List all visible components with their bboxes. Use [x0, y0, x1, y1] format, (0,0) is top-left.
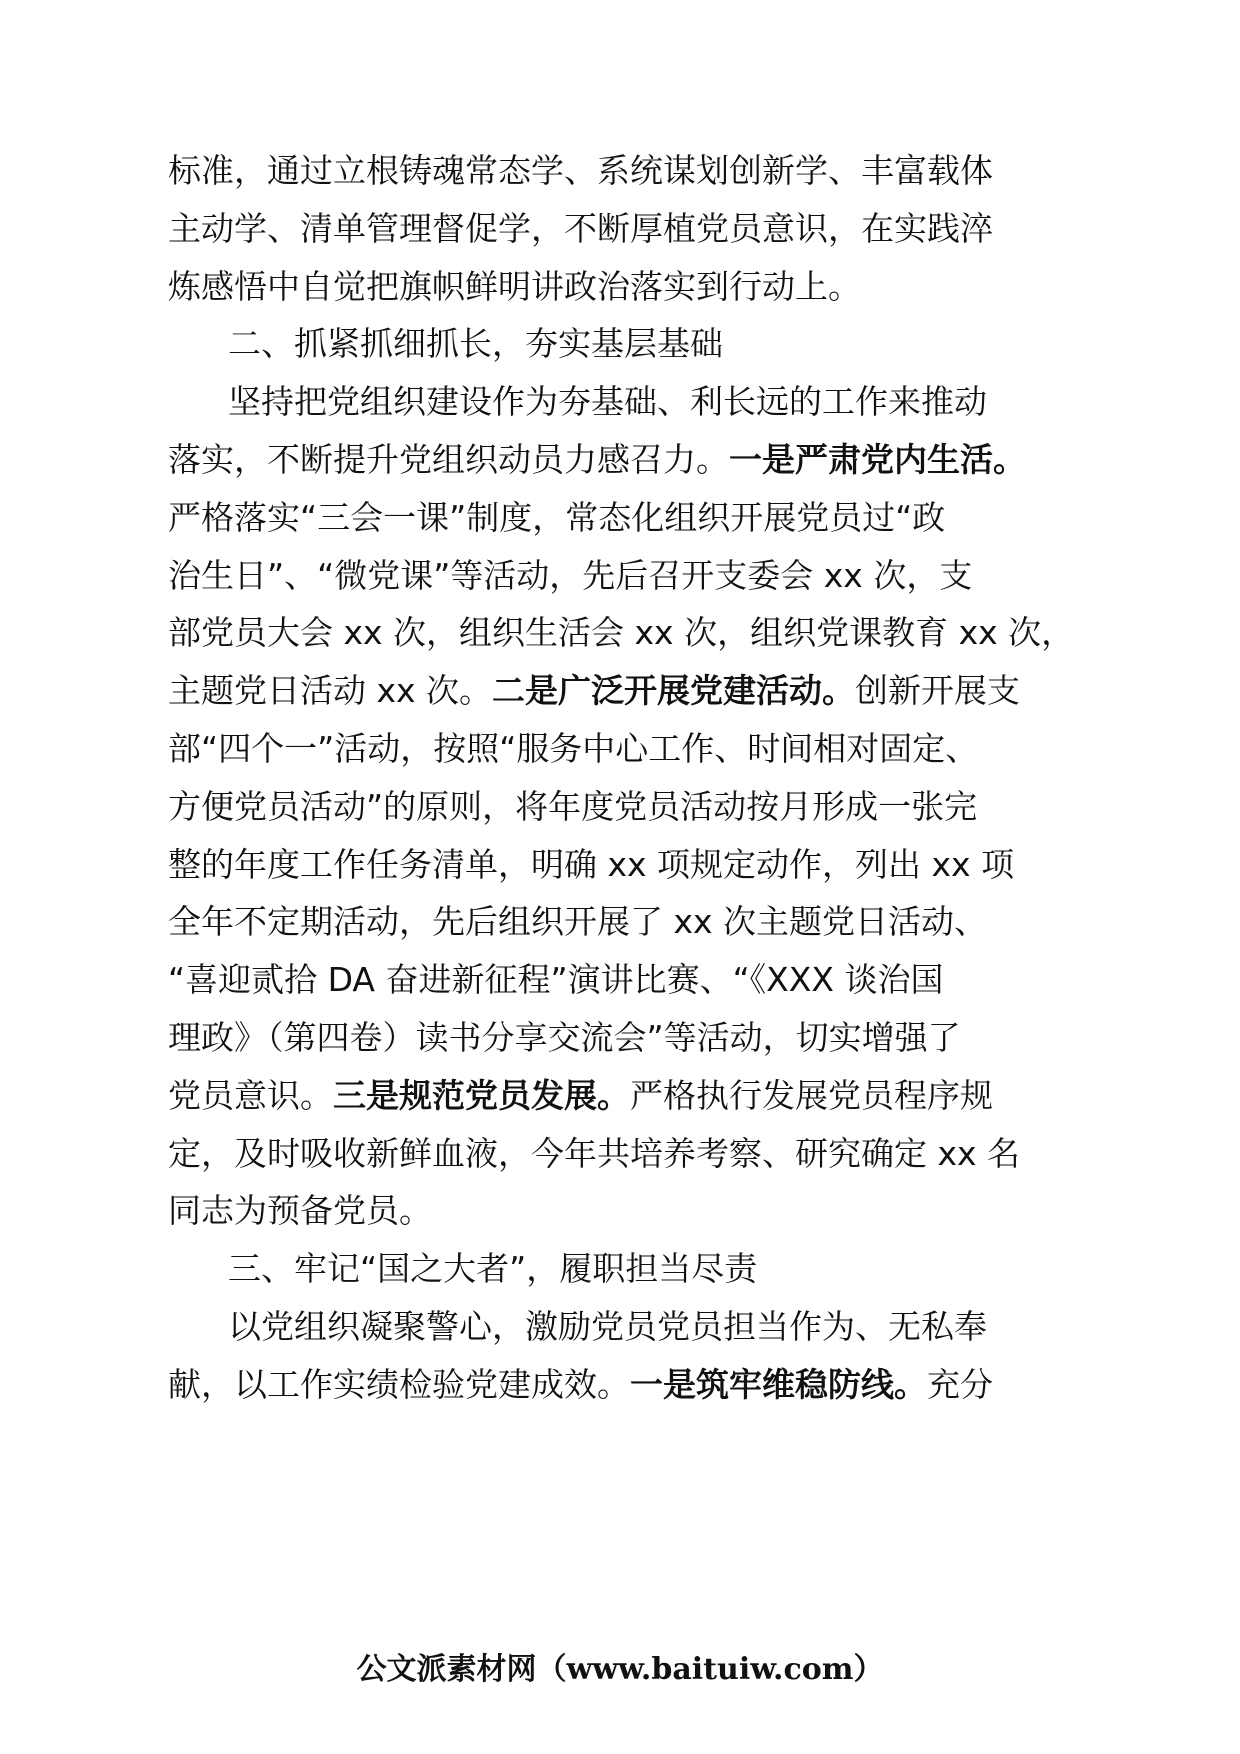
text-line: [168, 835, 1014, 895]
text-segment: 三、牢记“国之大者”，履职担当尽责: [228, 1249, 758, 1288]
bold-lead-phrase: 一是筑牢维稳防线。: [630, 1365, 927, 1404]
text-segment: 二、抓紧抓细抓长，夯实基层基础: [228, 324, 723, 363]
text-line: [168, 488, 945, 548]
text-segment: 部党员大会 xx 次，组织生活会 xx 次，组织党课教育 xx 次，: [168, 613, 1075, 652]
text-line: [168, 777, 977, 837]
text-line: [168, 199, 993, 259]
text-segment: 整的年度工作任务清单，明确 xx 项规定动作，列出 xx 项: [168, 845, 1015, 884]
text-line: [168, 1124, 1020, 1184]
text-line: [168, 661, 1020, 721]
text-segment: 以党组织凝聚警心，激励党员党员担当作为、无私奉: [228, 1307, 987, 1346]
paragraph-first-line: [228, 1239, 757, 1299]
text-segment: 全年不定期活动，先后组织开展了 xx 次主题党日活动、: [168, 902, 988, 941]
text-line: [168, 546, 972, 606]
text-segment: 献，以工作实绩检验党建成效。: [168, 1365, 630, 1404]
text-segment: “喜迎贰拾 DA 奋进新征程”演讲比赛、“《XXX 谈治国: [168, 960, 944, 999]
paragraph-first-line: [228, 372, 987, 432]
text-line: [168, 892, 987, 952]
bold-lead-phrase: 一是严肃党内生活。: [729, 440, 1026, 479]
text-line: [168, 719, 978, 779]
text-segment: 定，及时吸收新鲜血液，今年共培养考察、研究确定 xx 名: [168, 1134, 1021, 1173]
text-line: [168, 603, 1074, 663]
text-segment: 标准，通过立根铸魂常态学、系统谋划创新学、丰富载体: [168, 151, 993, 190]
text-segment: 主题党日活动 xx 次。: [168, 671, 493, 710]
text-segment: 充分: [927, 1365, 993, 1404]
text-segment: 严格落实“三会一课”制度，常态化组织开展党员过“政: [168, 498, 946, 537]
text-segment: 炼感悟中自觉把旗帜鲜明讲政治落实到行动上。: [168, 267, 861, 306]
text-segment: 落实，不断提升党组织动员力感召力。: [168, 440, 729, 479]
text-line: [168, 1008, 961, 1068]
text-segment: 方便党员活动”的原则，将年度党员活动按月形成一张完: [168, 787, 978, 826]
text-segment: 坚持把党组织建设作为夯基础、利长远的工作来推动: [228, 382, 987, 421]
text-line: [168, 141, 993, 201]
text-segment: 主动学、清单管理督促学，不断厚植党员意识，在实践淬: [168, 209, 993, 248]
text-line: [168, 1355, 993, 1415]
paragraph-first-line: [228, 1297, 987, 1357]
footer-source-text: 公文派素材网（www.baituiw.com）: [356, 1652, 884, 1687]
text-line: [168, 430, 1026, 490]
text-segment: 严格执行发展党员程序规: [630, 1076, 993, 1115]
text-segment: 党员意识。: [168, 1076, 333, 1115]
text-segment: 治生日”、“微党课”等活动，先后召开支委会 xx 次，支: [168, 556, 973, 595]
text-line: [168, 257, 861, 317]
text-segment: 创新开展支: [855, 671, 1021, 710]
text-segment: 部“四个一”活动，按照“服务中心工作、时间相对固定、: [168, 729, 979, 768]
text-segment: 同志为预备党员。: [168, 1191, 432, 1230]
text-segment: 理政》（第四卷）读书分享交流会”等活动，切实增强了: [168, 1018, 961, 1057]
text-line: [168, 1181, 432, 1241]
bold-lead-phrase: 三是规范党员发展。: [333, 1076, 630, 1115]
bold-lead-phrase: 二是广泛开展党建活动。: [492, 671, 856, 710]
paragraph-first-line: [228, 314, 723, 374]
text-line: [168, 950, 943, 1010]
text-line: [168, 1066, 993, 1126]
